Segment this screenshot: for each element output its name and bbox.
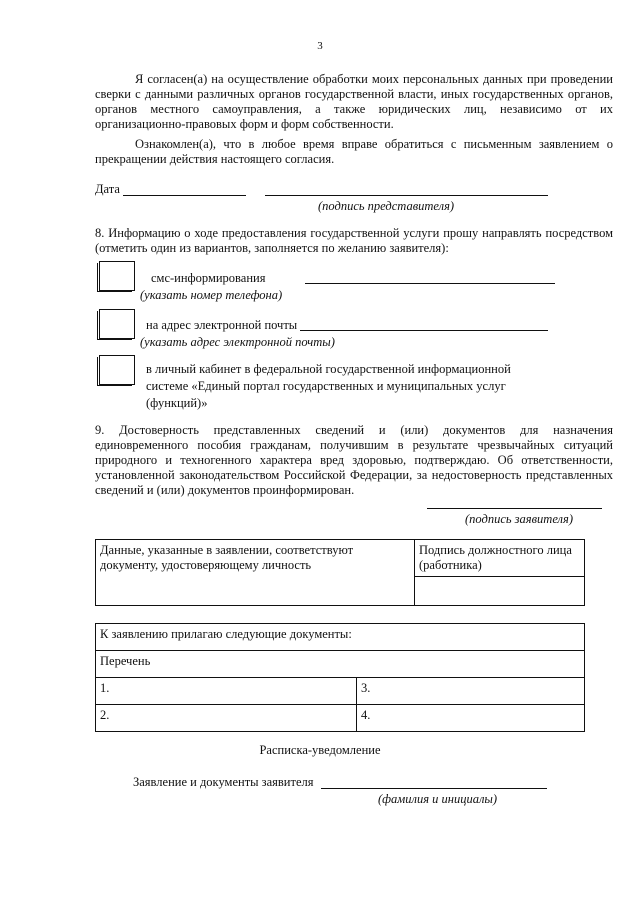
page-number: 3 <box>317 40 323 52</box>
section-9-text: 9. Достоверность представленных сведений и (или) документов для назначения единовременного пособия гражданам, получившим в результате чрезвычайных ситуаций природного и техногенного характера вред здоровью, подтверждаю. Об ответственности, установленной законодательством Российской Федерации, за недостоверность представленных сведений и (или) документов проинформирован. <box>95 423 613 497</box>
email-checkbox-frame <box>99 309 135 339</box>
consent-paragraph-1: Я согласен(а) на осуществление обработки моих персональных данных при проведении сверки с данными различных органов государственной власти, иных государственных органов, органов местного самоуправления, а также юридических лиц, независимо от их организационно-правовых форм и форм собственности. <box>95 72 613 131</box>
documents-header: К заявлению прилагаю следующие документы: <box>96 624 585 651</box>
receipt-name-line[interactable] <box>321 788 547 789</box>
personal-cabinet-option-label: в личный кабинет в федеральной государственной информационной системе «Единый портал государственных и муниципальных услуг (функций)» <box>146 362 511 410</box>
email-option-hint: (указать адрес электронной почты) <box>140 335 335 349</box>
sms-option-label: смс-информирования <box>151 271 266 285</box>
receipt-line-label: Заявление и документы заявителя <box>133 775 314 789</box>
consent-paragraph-2: Ознакомлен(а), что в любое время вправе обратиться с письменным заявлением о прекращении действия настоящего согласия. <box>95 137 613 166</box>
sms-option-hint: (указать номер телефона) <box>140 288 283 302</box>
personal-cabinet-checkbox-frame <box>99 355 135 385</box>
verification-table <box>95 539 585 606</box>
official-signature-field[interactable] <box>415 577 585 606</box>
email-option-label: на адрес электронной почты <box>146 318 298 332</box>
official-signature-label: Подпись должностного лица (работника) <box>415 540 585 577</box>
representative-signature-caption: (подпись представителя) <box>318 199 455 213</box>
applicant-signature-caption: (подпись заявителя) <box>465 512 573 526</box>
date-line[interactable] <box>123 195 246 196</box>
sms-checkbox-frame <box>99 261 135 291</box>
section-8-text: 8. Информацию о ходе предоставления государственной услуги прошу направлять посредством (отметить один из вариантов, заполняется по желанию заявителя): <box>95 226 613 255</box>
email-address-line[interactable] <box>300 330 548 331</box>
document-item-1[interactable]: 1. <box>96 678 357 705</box>
phone-number-line[interactable] <box>305 283 555 284</box>
document-item-3[interactable]: 3. <box>357 678 585 705</box>
document-item-4[interactable]: 4. <box>357 705 585 732</box>
applicant-signature-line[interactable] <box>427 508 602 509</box>
verification-data-cell: Данные, указанные в заявлении, соответствуют документу, удостоверяющему личность <box>96 540 415 606</box>
receipt-title: Расписка-уведомление <box>259 743 381 757</box>
documents-list-label: Перечень <box>96 651 585 678</box>
document-item-2[interactable]: 2. <box>96 705 357 732</box>
date-label: Дата <box>95 182 120 196</box>
documents-table <box>95 623 585 732</box>
receipt-name-caption: (фамилия и инициалы) <box>378 792 498 806</box>
representative-signature-line[interactable] <box>265 195 548 196</box>
